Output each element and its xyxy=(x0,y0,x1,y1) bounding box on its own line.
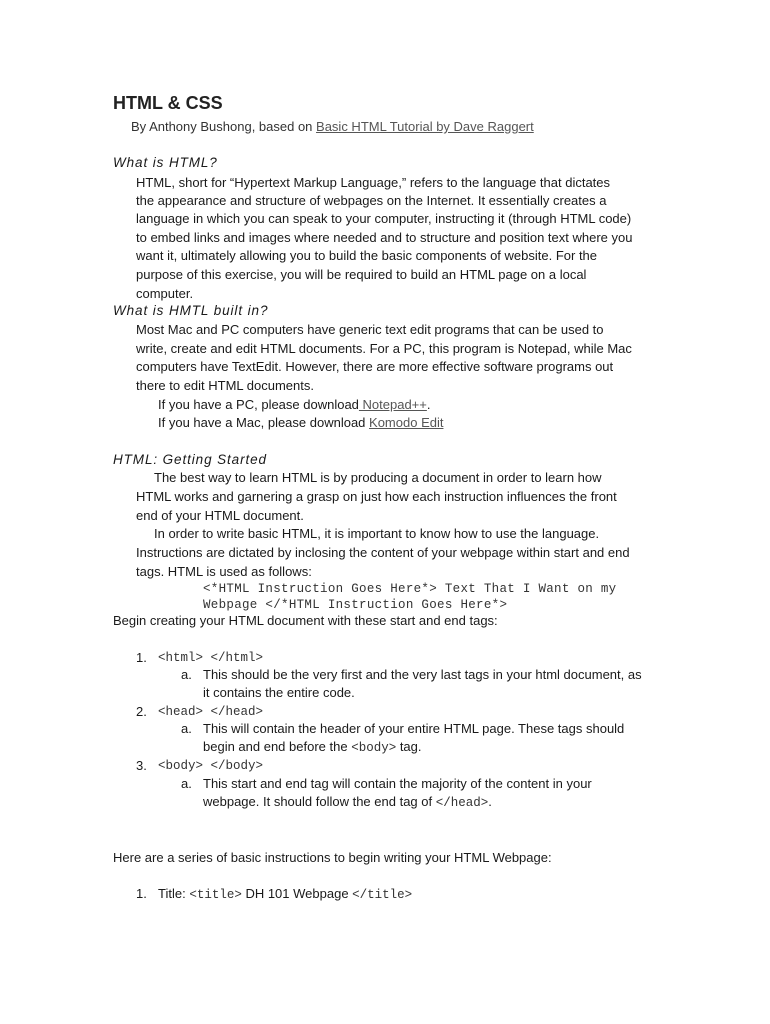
title-instruction xyxy=(158,885,412,904)
inline-code: <body> xyxy=(351,741,397,755)
sublist-text-part: . xyxy=(488,794,492,809)
inline-code: </head> xyxy=(435,796,489,810)
paragraph-line: HTML works and garnering a grasp on just how each instruction influences the front xyxy=(136,489,617,504)
paragraph-line: to embed links and images where needed and to structure and position text where you xyxy=(136,230,633,245)
list-item xyxy=(136,703,147,721)
mac-download-line xyxy=(158,414,443,432)
paragraph-line: write, create and edit HTML documents. For a PC, this program is Notepad, while Mac xyxy=(136,341,632,356)
pc-download-line xyxy=(158,396,431,414)
series-intro: Here are a series of basic instructions to begin writing your HTML Webpage: xyxy=(113,850,552,865)
section-heading-what-is-html-built-in: What is HMTL built in? xyxy=(113,303,269,318)
sublist-letter: a. xyxy=(181,776,192,791)
list-number: 1. xyxy=(136,886,147,901)
paragraph-line: language in which you can speak to your computer, instructing it (through HTML code) xyxy=(136,211,632,226)
sublist-text: it contains the entire code. xyxy=(203,685,355,700)
title-instruction-text: DH 101 Webpage xyxy=(241,886,353,901)
paragraph-line: HTML, short for “Hypertext Markup Language,” refers to the language that dictates xyxy=(136,175,611,190)
html-tag-code: <html> </html> xyxy=(158,651,264,665)
sublist-text: This should be the very first and the very last tags in your html document, as xyxy=(203,667,642,682)
section-heading-what-is-html: What is HTML? xyxy=(113,155,218,170)
pc-download-suffix: . xyxy=(426,397,431,412)
notepad-plus-plus-link[interactable]: Notepad++ xyxy=(358,397,427,412)
komodo-edit-link[interactable]: Komodo Edit xyxy=(369,415,444,430)
inline-code: <title> xyxy=(189,888,242,902)
pc-download-text: If you have a PC, please download xyxy=(158,397,359,412)
code-example-line: Webpage </*HTML Instruction Goes Here*> xyxy=(203,598,508,612)
inline-code: </title> xyxy=(352,888,413,902)
sublist-text: This start and end tag will contain the majority of the content in your xyxy=(203,776,592,791)
paragraph-line: computer. xyxy=(136,286,194,301)
paragraph-line: there to edit HTML documents. xyxy=(136,378,314,393)
code-example-line: <*HTML Instruction Goes Here*> Text That I Want on my xyxy=(203,582,617,596)
sublist-text: This will contain the header of your entire HTML page. These tags should xyxy=(203,721,625,736)
list-item xyxy=(136,757,147,775)
byline-prefix: By Anthony Bushong, based on xyxy=(131,119,317,134)
sublist-text xyxy=(203,738,422,757)
tutorial-link[interactable]: Basic HTML Tutorial by Dave Raggert xyxy=(316,119,534,134)
paragraph-line: The best way to learn HTML is by producing a document in order to learn how xyxy=(154,470,602,485)
sublist-letter: a. xyxy=(181,721,192,736)
sublist-text-part: begin and end before the xyxy=(203,739,352,754)
body-tag-code: <body> </body> xyxy=(158,759,264,773)
paragraph-line: want it, ultimately allowing you to build the basic components of website. For the xyxy=(136,248,598,263)
list-item xyxy=(136,649,147,667)
sublist-text xyxy=(203,793,492,812)
list-number: 1. xyxy=(136,650,147,665)
paragraph-line: In order to write basic HTML, it is important to know how to use the language. xyxy=(154,526,600,541)
byline xyxy=(131,118,534,136)
doc-title: HTML & CSS xyxy=(113,93,223,113)
mac-download-text: If you have a Mac, please download xyxy=(158,415,370,430)
list-number: 3. xyxy=(136,758,147,773)
paragraph-line: computers have TextEdit. However, there are more effective software programs out xyxy=(136,359,614,374)
sublist-letter: a. xyxy=(181,667,192,682)
title-instruction-label: Title: xyxy=(158,886,190,901)
head-tag-code: <head> </head> xyxy=(158,705,264,719)
list-number: 2. xyxy=(136,704,147,719)
section-heading-getting-started: HTML: Getting Started xyxy=(113,452,267,467)
paragraph-line: the appearance and structure of webpages on the Internet. It essentially creates a xyxy=(136,193,607,208)
sublist-text-part: tag. xyxy=(396,739,422,754)
paragraph-line: purpose of this exercise, you will be required to build an HTML page on a local xyxy=(136,267,587,282)
begin-instructions: Begin creating your HTML document with these start and end tags: xyxy=(113,613,498,628)
paragraph-line: Instructions are dictated by inclosing the content of your webpage within start and end xyxy=(136,545,630,560)
sublist-text-part: webpage. It should follow the end tag of xyxy=(203,794,436,809)
paragraph-line: tags. HTML is used as follows: xyxy=(136,564,312,579)
list-item xyxy=(136,885,147,903)
paragraph-line: Most Mac and PC computers have generic text edit programs that can be used to xyxy=(136,322,604,337)
paragraph-line: end of your HTML document. xyxy=(136,508,304,523)
